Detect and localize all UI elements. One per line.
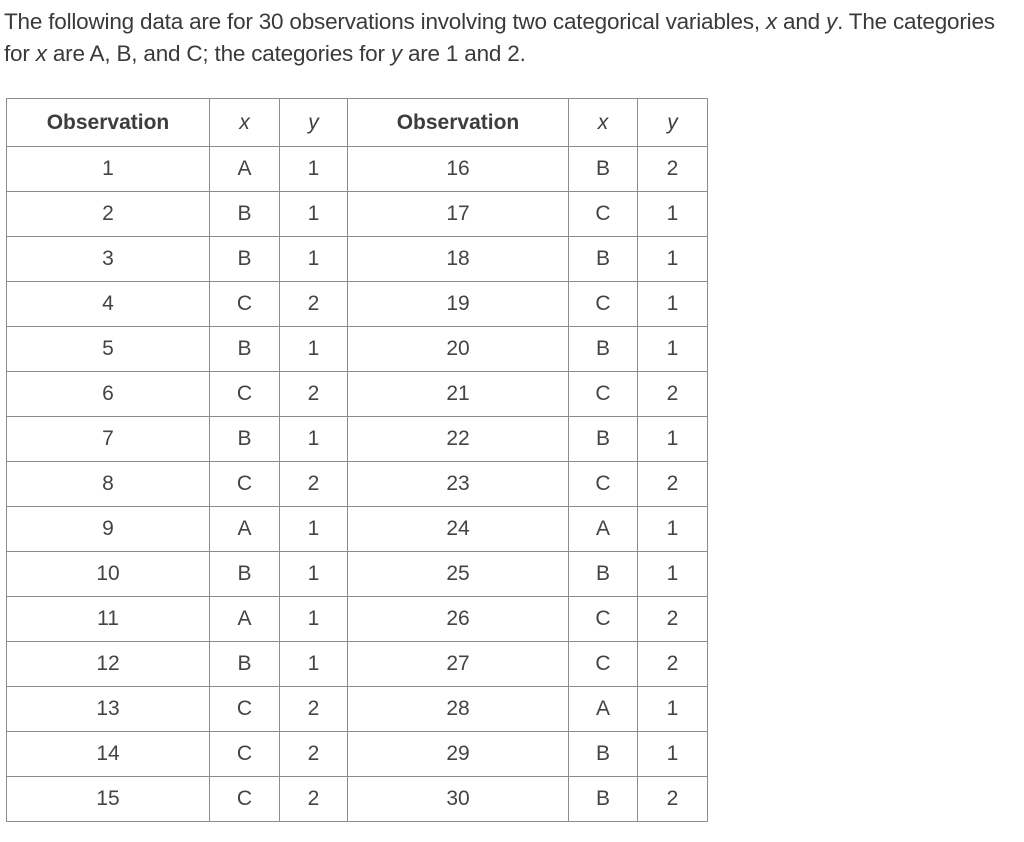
cell-y-2: 2 <box>638 462 708 507</box>
table-row <box>7 507 708 552</box>
cell-x: A <box>210 147 280 192</box>
intro-text: and <box>776 9 827 34</box>
cell-x: B <box>210 237 280 282</box>
cell-y: 1 <box>280 192 348 237</box>
cell-y-2: 1 <box>638 552 708 597</box>
intro-text: are A, B, and C; the categories for <box>46 41 391 66</box>
variable-x: x <box>35 41 47 66</box>
table-row <box>7 552 708 597</box>
cell-observation-2: 19 <box>348 282 569 327</box>
cell-y-2: 1 <box>638 732 708 777</box>
table-row <box>7 237 708 282</box>
cell-x-2: B <box>569 552 638 597</box>
table-row <box>7 777 708 822</box>
cell-x-2: A <box>569 507 638 552</box>
cell-x: B <box>210 192 280 237</box>
cell-x-2: C <box>569 372 638 417</box>
cell-observation-2: 26 <box>348 597 569 642</box>
cell-x-2: C <box>569 192 638 237</box>
cell-y: 1 <box>280 237 348 282</box>
intro-text: are 1 and 2. <box>401 41 526 66</box>
cell-observation: 10 <box>7 552 210 597</box>
table-row <box>7 327 708 372</box>
cell-y: 2 <box>280 282 348 327</box>
cell-y: 2 <box>280 732 348 777</box>
table-row <box>7 147 708 192</box>
cell-observation: 9 <box>7 507 210 552</box>
cell-observation: 12 <box>7 642 210 687</box>
table-row <box>7 462 708 507</box>
intro-text: . The categories for <box>4 9 995 66</box>
cell-observation-2: 16 <box>348 147 569 192</box>
cell-x: B <box>210 417 280 462</box>
cell-x-2: B <box>569 327 638 372</box>
cell-y: 1 <box>280 597 348 642</box>
problem-statement <box>4 6 1020 70</box>
cell-observation: 3 <box>7 237 210 282</box>
cell-y-2: 1 <box>638 417 708 462</box>
cell-observation: 15 <box>7 777 210 822</box>
cell-y: 1 <box>280 552 348 597</box>
header-y-2: y <box>638 99 708 147</box>
cell-observation-2: 22 <box>348 417 569 462</box>
cell-y: 2 <box>280 777 348 822</box>
cell-x: C <box>210 687 280 732</box>
cell-observation: 8 <box>7 462 210 507</box>
cell-y: 1 <box>280 147 348 192</box>
variable-y: y <box>390 41 402 66</box>
cell-y-2: 2 <box>638 597 708 642</box>
cell-y: 1 <box>280 327 348 372</box>
cell-x: C <box>210 732 280 777</box>
cell-x-2: B <box>569 732 638 777</box>
cell-observation: 2 <box>7 192 210 237</box>
cell-observation: 11 <box>7 597 210 642</box>
cell-y: 1 <box>280 642 348 687</box>
cell-observation-2: 28 <box>348 687 569 732</box>
cell-y: 2 <box>280 372 348 417</box>
cell-observation-2: 29 <box>348 732 569 777</box>
variable-y: y <box>826 9 838 34</box>
cell-x: C <box>210 372 280 417</box>
cell-observation: 7 <box>7 417 210 462</box>
cell-x: C <box>210 282 280 327</box>
cell-observation-2: 30 <box>348 777 569 822</box>
cell-x: A <box>210 507 280 552</box>
cell-y-2: 2 <box>638 372 708 417</box>
cell-observation: 6 <box>7 372 210 417</box>
variable-x: x <box>765 9 777 34</box>
cell-y-2: 1 <box>638 192 708 237</box>
cell-x-2: C <box>569 642 638 687</box>
cell-x-2: B <box>569 237 638 282</box>
cell-y: 2 <box>280 687 348 732</box>
table-row <box>7 597 708 642</box>
cell-observation: 5 <box>7 327 210 372</box>
cell-y-2: 1 <box>638 237 708 282</box>
cell-y-2: 2 <box>638 642 708 687</box>
cell-observation: 14 <box>7 732 210 777</box>
cell-x: C <box>210 777 280 822</box>
observations-table <box>6 98 708 822</box>
cell-observation: 13 <box>7 687 210 732</box>
cell-x-2: A <box>569 687 638 732</box>
cell-y-2: 1 <box>638 507 708 552</box>
cell-y-2: 1 <box>638 282 708 327</box>
cell-x: B <box>210 642 280 687</box>
cell-y: 2 <box>280 462 348 507</box>
header-x-2: x <box>569 99 638 147</box>
cell-x-2: C <box>569 282 638 327</box>
header-x: x <box>210 99 280 147</box>
cell-observation-2: 20 <box>348 327 569 372</box>
cell-x: A <box>210 597 280 642</box>
cell-y: 1 <box>280 507 348 552</box>
header-observation-2: Observation <box>348 99 569 147</box>
cell-y-2: 2 <box>638 147 708 192</box>
cell-x-2: B <box>569 147 638 192</box>
cell-x-2: C <box>569 597 638 642</box>
cell-y-2: 1 <box>638 327 708 372</box>
cell-x: B <box>210 327 280 372</box>
cell-observation: 4 <box>7 282 210 327</box>
cell-x-2: B <box>569 777 638 822</box>
cell-observation: 1 <box>7 147 210 192</box>
cell-x-2: C <box>569 462 638 507</box>
table-row <box>7 372 708 417</box>
cell-x: B <box>210 552 280 597</box>
cell-observation-2: 23 <box>348 462 569 507</box>
table-row <box>7 642 708 687</box>
table-row <box>7 417 708 462</box>
cell-observation-2: 21 <box>348 372 569 417</box>
cell-y: 1 <box>280 417 348 462</box>
cell-observation-2: 17 <box>348 192 569 237</box>
table-row <box>7 687 708 732</box>
header-row <box>7 99 708 147</box>
cell-observation-2: 24 <box>348 507 569 552</box>
cell-x: C <box>210 462 280 507</box>
intro-text: The following data are for 30 observations involving two categorical variables, <box>4 9 766 34</box>
table-row <box>7 192 708 237</box>
cell-y-2: 1 <box>638 687 708 732</box>
table-row <box>7 732 708 777</box>
table-row <box>7 282 708 327</box>
cell-y-2: 2 <box>638 777 708 822</box>
cell-observation-2: 27 <box>348 642 569 687</box>
cell-observation-2: 25 <box>348 552 569 597</box>
header-observation: Observation <box>7 99 210 147</box>
cell-x-2: B <box>569 417 638 462</box>
header-y: y <box>280 99 348 147</box>
cell-observation-2: 18 <box>348 237 569 282</box>
